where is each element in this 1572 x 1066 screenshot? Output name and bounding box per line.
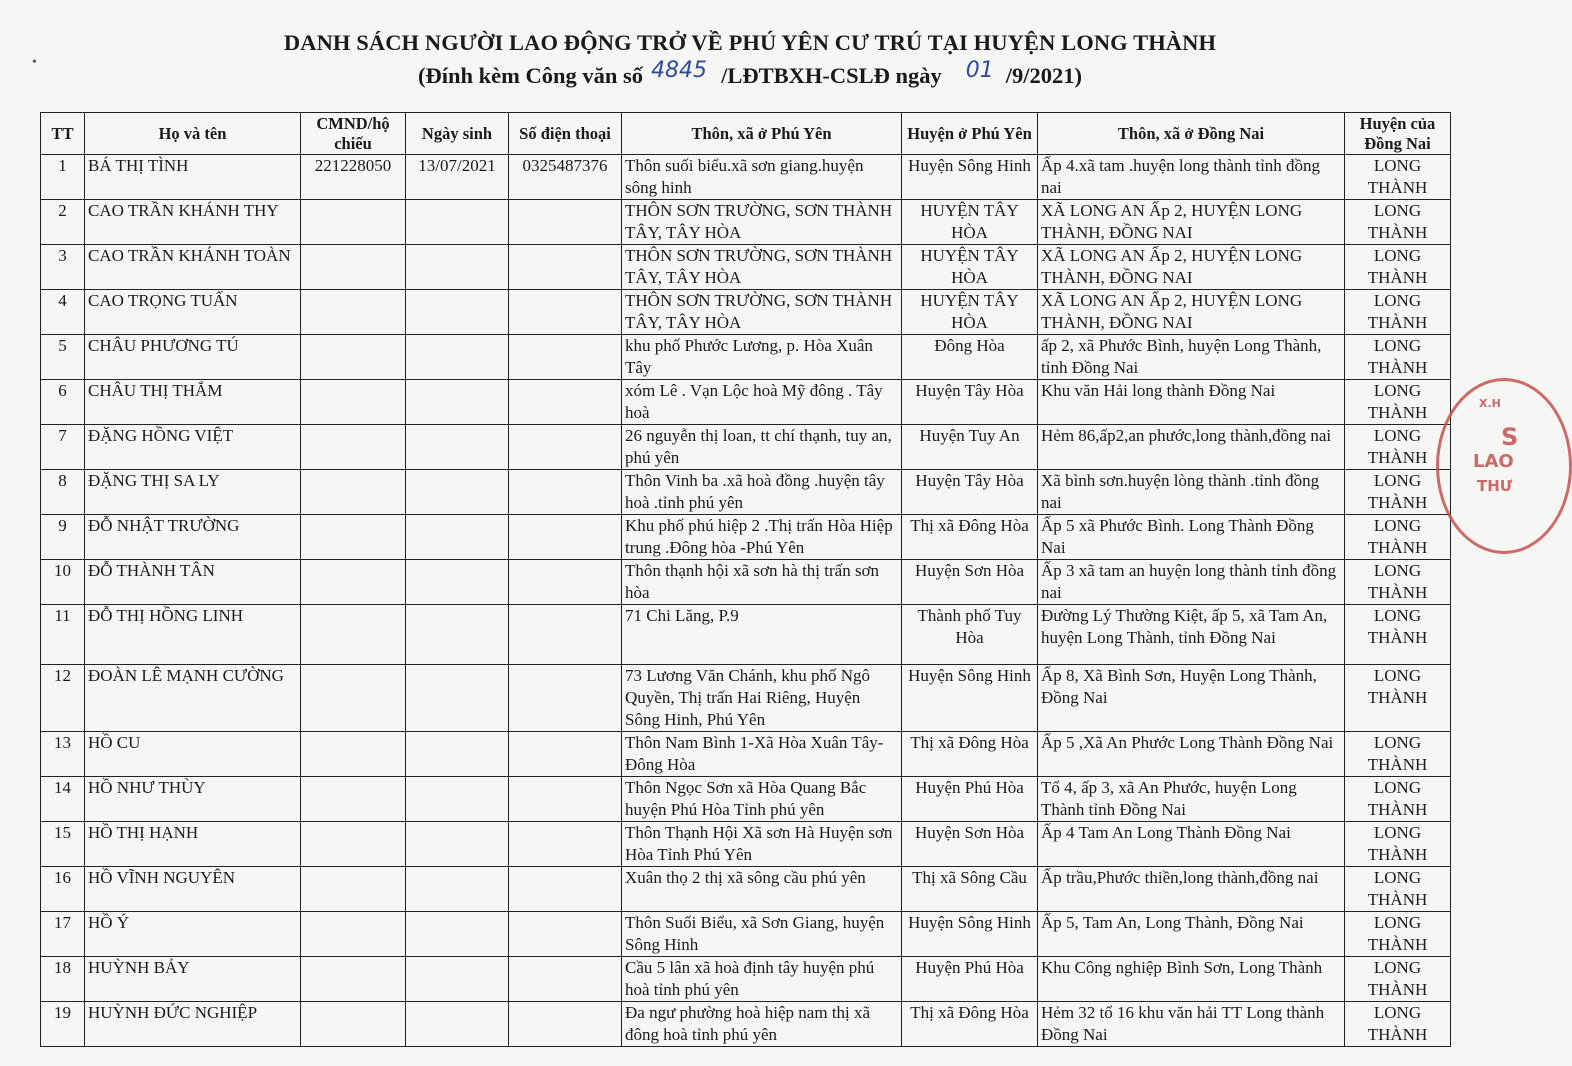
dong-nai-district-cell: LONG THÀNH: [1345, 1002, 1451, 1047]
table-row: [41, 380, 1451, 425]
table-row: [41, 470, 1451, 515]
dong-nai-address-cell: Tổ 4, ấp 3, xã An Phước, huyện Long Thành tỉnh Đồng Nai: [1038, 777, 1345, 822]
phu-yen-district-cell: Huyện Sông Hinh: [902, 665, 1038, 732]
subtitle-suffix: /9/2021): [1005, 63, 1082, 88]
id-number-cell: [301, 200, 406, 245]
dong-nai-address-cell: Xã bình sơn.huyện lòng thành .tỉnh đồng nai: [1038, 470, 1345, 515]
date-of-birth-cell: [406, 425, 509, 470]
phu-yen-district-cell: Thị xã Đông Hòa: [902, 515, 1038, 560]
phu-yen-address-cell: Thôn Suối Biểu, xã Sơn Giang, huyện Sông Hinh: [622, 912, 902, 957]
worker-name-cell: CAO TRẦN KHÁNH THY: [85, 200, 301, 245]
dong-nai-address-cell: XÃ LONG AN Ấp 2, HUYỆN LONG THÀNH, ĐỒNG NAI: [1038, 200, 1345, 245]
worker-name-cell: HỒ CU: [85, 732, 301, 777]
phone-number-cell: [509, 335, 622, 380]
phu-yen-address-cell: Thôn thạnh hội xã sơn hà thị trấn sơn hòa: [622, 560, 902, 605]
dong-nai-district-cell: LONG THÀNH: [1345, 245, 1451, 290]
phu-yen-district-cell: HUYỆN TÂY HÒA: [902, 290, 1038, 335]
row-number-cell: 9: [41, 515, 85, 560]
worker-name-cell: HỒ THỊ HẠNH: [85, 822, 301, 867]
table-row: [41, 425, 1451, 470]
dong-nai-address-cell: Ấp 4.xã tam .huyện long thành tỉnh đồng nai: [1038, 155, 1345, 200]
worker-name-cell: ĐỖ THỊ HỒNG LINH: [85, 605, 301, 665]
header-py-district: Huyện ở Phú Yên: [902, 113, 1038, 155]
id-number-cell: [301, 732, 406, 777]
table-row: [41, 957, 1451, 1002]
phu-yen-district-cell: Huyện Tây Hòa: [902, 380, 1038, 425]
phu-yen-address-cell: Cầu 5 lân xã hoà định tây huyện phú hoà tỉnh phú yên: [622, 957, 902, 1002]
row-number-cell: 13: [41, 732, 85, 777]
phu-yen-address-cell: xóm Lê . Vạn Lộc hoà Mỹ đông . Tây hoà: [622, 380, 902, 425]
phone-number-cell: [509, 957, 622, 1002]
phone-number-cell: [509, 777, 622, 822]
date-of-birth-cell: 13/07/2021: [406, 155, 509, 200]
row-number-cell: 8: [41, 470, 85, 515]
table-row: [41, 732, 1451, 777]
phu-yen-district-cell: Huyện Sông Hinh: [902, 155, 1038, 200]
phu-yen-address-cell: Khu phố phú hiệp 2 .Thị trấn Hòa Hiệp trung .Đông hòa -Phú Yên: [622, 515, 902, 560]
id-number-cell: [301, 957, 406, 1002]
id-number-cell: 221228050: [301, 155, 406, 200]
official-red-stamp: [1436, 378, 1572, 554]
dong-nai-address-cell: Ấp 5, Tam An, Long Thành, Đồng Nai: [1038, 912, 1345, 957]
date-of-birth-cell: [406, 335, 509, 380]
worker-name-cell: HỒ VĨNH NGUYÊN: [85, 867, 301, 912]
phu-yen-district-cell: Huyện Tuy An: [902, 425, 1038, 470]
phu-yen-address-cell: Xuân thọ 2 thị xã sông cầu phú yên: [622, 867, 902, 912]
stamp-text-2: THƯ: [1477, 477, 1513, 495]
dong-nai-district-cell: LONG THÀNH: [1345, 822, 1451, 867]
dong-nai-district-cell: LONG THÀNH: [1345, 732, 1451, 777]
phu-yen-district-cell: Thành phố Tuy Hòa: [902, 605, 1038, 665]
header-dn-district: Huyện của Đồng Nai: [1345, 113, 1451, 155]
phone-number-cell: [509, 867, 622, 912]
phu-yen-district-cell: Thị xã Đông Hòa: [902, 732, 1038, 777]
table-row: [41, 245, 1451, 290]
date-of-birth-cell: [406, 665, 509, 732]
worker-name-cell: ĐỖ THÀNH TÂN: [85, 560, 301, 605]
phu-yen-district-cell: HUYỆN TÂY HÒA: [902, 200, 1038, 245]
dong-nai-address-cell: Ấp 4 Tam An Long Thành Đồng Nai: [1038, 822, 1345, 867]
subtitle-prefix: (Đính kèm Công văn số: [418, 63, 644, 88]
phu-yen-district-cell: Huyện Phú Hòa: [902, 777, 1038, 822]
date-of-birth-cell: [406, 380, 509, 425]
date-of-birth-cell: [406, 245, 509, 290]
row-number-cell: 12: [41, 665, 85, 732]
handwritten-day: 01: [965, 58, 994, 83]
phu-yen-address-cell: THÔN SƠN TRƯỜNG, SƠN THÀNH TÂY, TÂY HÒA: [622, 290, 902, 335]
dong-nai-address-cell: ấp 2, xã Phước Bình, huyện Long Thành, tỉnh Đồng Nai: [1038, 335, 1345, 380]
phone-number-cell: [509, 380, 622, 425]
date-of-birth-cell: [406, 605, 509, 665]
id-number-cell: [301, 290, 406, 335]
id-number-cell: [301, 605, 406, 665]
phu-yen-address-cell: Thôn suối biểu.xã sơn giang.huyện sông hinh: [622, 155, 902, 200]
table-row: [41, 777, 1451, 822]
phone-number-cell: [509, 290, 622, 335]
dong-nai-district-cell: LONG THÀNH: [1345, 335, 1451, 380]
date-of-birth-cell: [406, 290, 509, 335]
worker-name-cell: ĐẶNG HỒNG VIỆT: [85, 425, 301, 470]
worker-name-cell: HỒ NHƯ THÙY: [85, 777, 301, 822]
phu-yen-district-cell: Thị xã Sông Cầu: [902, 867, 1038, 912]
phu-yen-address-cell: Đa ngư phường hoà hiệp nam thị xã đông hoà tỉnh phú yên: [622, 1002, 902, 1047]
worker-name-cell: CHÂU PHƯƠNG TÚ: [85, 335, 301, 380]
row-number-cell: 1: [41, 155, 85, 200]
table-row: [41, 560, 1451, 605]
phu-yen-address-cell: Thôn Vinh ba .xã hoà đồng .huyện tây hoà .tỉnh phú yên: [622, 470, 902, 515]
dong-nai-district-cell: LONG THÀNH: [1345, 912, 1451, 957]
id-number-cell: [301, 335, 406, 380]
table-row: [41, 335, 1451, 380]
id-number-cell: [301, 867, 406, 912]
id-number-cell: [301, 380, 406, 425]
dong-nai-district-cell: LONG THÀNH: [1345, 957, 1451, 1002]
phone-number-cell: [509, 912, 622, 957]
subtitle-middle: /LĐTBXH-CSLĐ ngày: [721, 63, 942, 88]
table-row: [41, 605, 1451, 665]
dong-nai-district-cell: LONG THÀNH: [1345, 515, 1451, 560]
phu-yen-district-cell: Huyện Phú Hòa: [902, 957, 1038, 1002]
worker-name-cell: HỒ Ý: [85, 912, 301, 957]
row-number-cell: 7: [41, 425, 85, 470]
dong-nai-address-cell: Ấp trầu,Phước thiền,long thành,đồng nai: [1038, 867, 1345, 912]
phone-number-cell: [509, 425, 622, 470]
phone-number-cell: [509, 560, 622, 605]
table-row: [41, 665, 1451, 732]
dong-nai-district-cell: LONG THÀNH: [1345, 380, 1451, 425]
handwritten-doc-number: 4845: [651, 58, 708, 83]
date-of-birth-cell: [406, 515, 509, 560]
phone-number-cell: [509, 515, 622, 560]
header-id: CMND/hộ chiếu: [301, 113, 406, 155]
date-of-birth-cell: [406, 822, 509, 867]
row-number-cell: 5: [41, 335, 85, 380]
id-number-cell: [301, 560, 406, 605]
table-row: [41, 515, 1451, 560]
phone-number-cell: [509, 665, 622, 732]
id-number-cell: [301, 912, 406, 957]
row-number-cell: 3: [41, 245, 85, 290]
worker-name-cell: ĐẶNG THỊ SA LY: [85, 470, 301, 515]
dong-nai-district-cell: LONG THÀNH: [1345, 290, 1451, 335]
row-number-cell: 14: [41, 777, 85, 822]
dong-nai-address-cell: Khu văn Hải long thành Đồng Nai: [1038, 380, 1345, 425]
worker-name-cell: HUỲNH ĐỨC NGHIỆP: [85, 1002, 301, 1047]
date-of-birth-cell: [406, 560, 509, 605]
table-header-row: [41, 113, 1451, 155]
dong-nai-address-cell: Đường Lý Thường Kiệt, ấp 5, xã Tam An, huyện Long Thành, tỉnh Đồng Nai: [1038, 605, 1345, 665]
header-tt: TT: [41, 113, 85, 155]
phu-yen-address-cell: khu phố Phước Lương, p. Hòa Xuân Tây: [622, 335, 902, 380]
worker-name-cell: CAO TRẦN KHÁNH TOÀN: [85, 245, 301, 290]
phu-yen-address-cell: THÔN SƠN TRƯỜNG, SƠN THÀNH TÂY, TÂY HÒA: [622, 245, 902, 290]
id-number-cell: [301, 777, 406, 822]
row-number-cell: 2: [41, 200, 85, 245]
header-dn-address: Thôn, xã ở Đồng Nai: [1038, 113, 1345, 155]
phone-number-cell: [509, 822, 622, 867]
phu-yen-address-cell: Thôn Ngọc Sơn xã Hòa Quang Bắc huyện Phú Hòa Tỉnh phú yên: [622, 777, 902, 822]
phu-yen-address-cell: Thôn Nam Bình 1-Xã Hòa Xuân Tây- Đông Hòa: [622, 732, 902, 777]
phone-number-cell: [509, 200, 622, 245]
dong-nai-address-cell: Hẻm 86,ấp2,an phước,long thành,đồng nai: [1038, 425, 1345, 470]
row-number-cell: 10: [41, 560, 85, 605]
phu-yen-district-cell: Huyện Tây Hòa: [902, 470, 1038, 515]
phu-yen-address-cell: 73 Lương Văn Chánh, khu phố Ngô Quyền, Thị trấn Hai Riêng, Huyện Sông Hinh, Phú Yên: [622, 665, 902, 732]
dong-nai-address-cell: Khu Công nghiệp Bình Sơn, Long Thành: [1038, 957, 1345, 1002]
dong-nai-district-cell: LONG THÀNH: [1345, 665, 1451, 732]
dong-nai-address-cell: Ấp 5 xã Phước Bình. Long Thành Đồng Nai: [1038, 515, 1345, 560]
document-title: DANH SÁCH NGƯỜI LAO ĐỘNG TRỞ VỀ PHÚ YÊN CƯ TRÚ TẠI HUYỆN LONG THÀNH: [283, 30, 1217, 55]
phone-number-cell: [509, 245, 622, 290]
dong-nai-district-cell: LONG THÀNH: [1345, 605, 1451, 665]
worker-name-cell: ĐOÀN LÊ MẠNH CƯỜNG: [85, 665, 301, 732]
dong-nai-district-cell: LONG THÀNH: [1345, 867, 1451, 912]
header-phone: Số điện thoại: [509, 113, 622, 155]
row-number-cell: 15: [41, 822, 85, 867]
table-row: [41, 290, 1451, 335]
phone-number-cell: [509, 732, 622, 777]
stamp-text-3: S: [1501, 423, 1519, 451]
phu-yen-address-cell: THÔN SƠN TRƯỜNG, SƠN THÀNH TÂY, TÂY HÒA: [622, 200, 902, 245]
dong-nai-address-cell: Ấp 3 xã tam an huyện long thành tỉnh đồng nai: [1038, 560, 1345, 605]
date-of-birth-cell: [406, 912, 509, 957]
dong-nai-district-cell: LONG THÀNH: [1345, 200, 1451, 245]
id-number-cell: [301, 822, 406, 867]
worker-name-cell: HUỲNH BẢY: [85, 957, 301, 1002]
phu-yen-district-cell: Thị xã Đông Hòa: [902, 1002, 1038, 1047]
scan-speck: •: [32, 55, 37, 70]
worker-name-cell: CHÂU THỊ THẮM: [85, 380, 301, 425]
id-number-cell: [301, 665, 406, 732]
document-subtitle: [0, 58, 1500, 89]
table-row: [41, 155, 1451, 200]
row-number-cell: 18: [41, 957, 85, 1002]
dong-nai-district-cell: LONG THÀNH: [1345, 470, 1451, 515]
phone-number-cell: [509, 605, 622, 665]
dong-nai-district-cell: LONG THÀNH: [1345, 777, 1451, 822]
phone-number-cell: [509, 470, 622, 515]
row-number-cell: 19: [41, 1002, 85, 1047]
phu-yen-address-cell: 71 Chi Lăng, P.9: [622, 605, 902, 665]
date-of-birth-cell: [406, 867, 509, 912]
dong-nai-district-cell: LONG THÀNH: [1345, 425, 1451, 470]
row-number-cell: 6: [41, 380, 85, 425]
date-of-birth-cell: [406, 957, 509, 1002]
phu-yen-district-cell: Huyện Sơn Hòa: [902, 822, 1038, 867]
phone-number-cell: [509, 1002, 622, 1047]
row-number-cell: 11: [41, 605, 85, 665]
phu-yen-district-cell: Huyện Sơn Hòa: [902, 560, 1038, 605]
worker-list-table: [40, 112, 1451, 1047]
dong-nai-address-cell: Ấp 8, Xã Bình Sơn, Huyện Long Thành, Đồng Nai: [1038, 665, 1345, 732]
date-of-birth-cell: [406, 200, 509, 245]
phu-yen-address-cell: 26 nguyễn thị loan, tt chí thạnh, tuy an, phú yên: [622, 425, 902, 470]
dong-nai-address-cell: Hẻm 32 tổ 16 khu văn hải TT Long thành Đồng Nai: [1038, 1002, 1345, 1047]
date-of-birth-cell: [406, 732, 509, 777]
row-number-cell: 4: [41, 290, 85, 335]
id-number-cell: [301, 470, 406, 515]
worker-name-cell: CAO TRỌNG TUẤN: [85, 290, 301, 335]
dong-nai-district-cell: LONG THÀNH: [1345, 155, 1451, 200]
id-number-cell: [301, 1002, 406, 1047]
id-number-cell: [301, 425, 406, 470]
dong-nai-district-cell: LONG THÀNH: [1345, 560, 1451, 605]
worker-name-cell: ĐỖ NHẬT TRƯỜNG: [85, 515, 301, 560]
dong-nai-address-cell: XÃ LONG AN Ấp 2, HUYỆN LONG THÀNH, ĐỒNG NAI: [1038, 290, 1345, 335]
date-of-birth-cell: [406, 1002, 509, 1047]
stamp-text-4: X.H: [1479, 397, 1501, 410]
id-number-cell: [301, 515, 406, 560]
table-row: [41, 867, 1451, 912]
phu-yen-district-cell: HUYỆN TÂY HÒA: [902, 245, 1038, 290]
phu-yen-district-cell: Huyện Sông Hinh: [902, 912, 1038, 957]
date-of-birth-cell: [406, 470, 509, 515]
table-row: [41, 822, 1451, 867]
id-number-cell: [301, 245, 406, 290]
row-number-cell: 16: [41, 867, 85, 912]
table-row: [41, 912, 1451, 957]
worker-name-cell: BÁ THỊ TÌNH: [85, 155, 301, 200]
dong-nai-address-cell: Ấp 5 ,Xã An Phước Long Thành Đồng Nai: [1038, 732, 1345, 777]
stamp-text-1: LAO: [1473, 451, 1514, 472]
header-dob: Ngày sinh: [406, 113, 509, 155]
table-row: [41, 200, 1451, 245]
phu-yen-district-cell: Đông Hòa: [902, 335, 1038, 380]
row-number-cell: 17: [41, 912, 85, 957]
header-name: Họ và tên: [85, 113, 301, 155]
phone-number-cell: 0325487376: [509, 155, 622, 200]
phu-yen-address-cell: Thôn Thạnh Hội Xã sơn Hà Huyện sơn Hòa Tỉnh Phú Yên: [622, 822, 902, 867]
date-of-birth-cell: [406, 777, 509, 822]
table-row: [41, 1002, 1451, 1047]
dong-nai-address-cell: XÃ LONG AN Ấp 2, HUYỆN LONG THÀNH, ĐỒNG NAI: [1038, 245, 1345, 290]
header-py-address: Thôn, xã ở Phú Yên: [622, 113, 902, 155]
